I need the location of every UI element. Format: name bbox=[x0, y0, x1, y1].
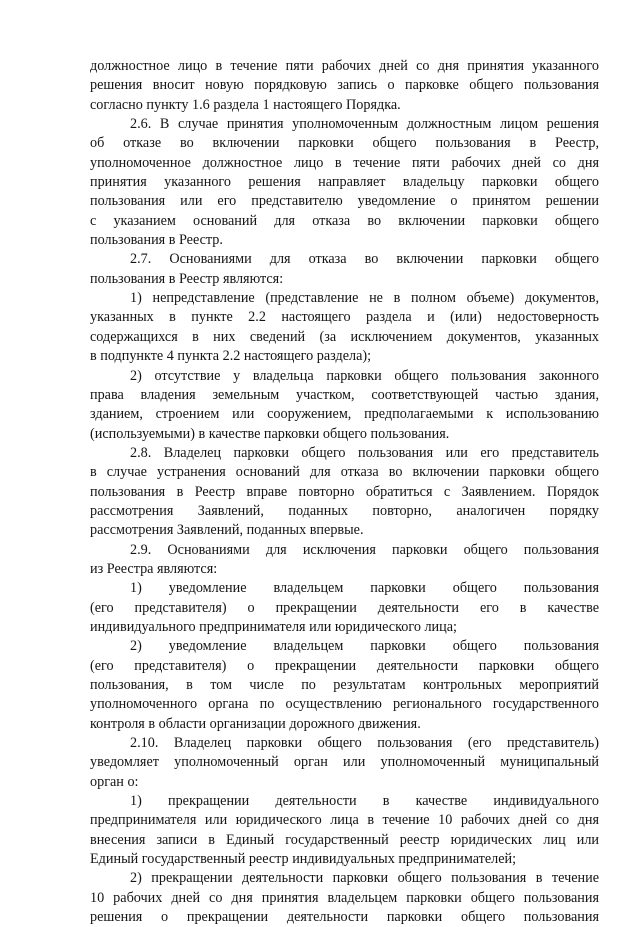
text-line: пользования, в том числе по результатам контрольных мероприятий bbox=[90, 677, 599, 693]
text-line: согласно пункту 1.6 раздела 1 настоящего Порядка. bbox=[90, 96, 401, 113]
text-line: пользования или его представителю уведомление о принятом решении bbox=[90, 193, 599, 210]
text-line: об отказе во включении парковки общего пользования в Реестр, bbox=[90, 135, 599, 152]
text-line: предпринимателя или юридического лица в течение 10 рабочих дней со дня bbox=[90, 812, 599, 829]
text-line: 2) прекращении деятельности парковки общего пользования в течение bbox=[130, 870, 599, 887]
text-line: рассмотрения Заявлений, поданных повторно, аналогичен порядку bbox=[90, 502, 599, 519]
text-line: (используемыми) в качестве парковки общего пользования. bbox=[90, 425, 450, 442]
document-page bbox=[90, 57, 599, 927]
text-line: 2.7. Основаниями для отказа во включении парковки общего bbox=[130, 251, 599, 268]
text-line: орган о: bbox=[90, 773, 139, 790]
text-line: 2) уведомление владельцем парковки общего пользования bbox=[130, 638, 599, 655]
text-line: (его представителя) о прекращении деятельности парковки общего bbox=[90, 657, 599, 674]
text-line: контроля в области организации дорожного движения. bbox=[90, 715, 421, 732]
text-line: 2.10. Владелец парковки общего пользования (его представитель) bbox=[130, 735, 599, 752]
text-line: пользования в Реестр. bbox=[90, 232, 223, 249]
text-line: 1) непредставление (представление не в полном объеме) документов, bbox=[130, 290, 599, 307]
text-line: уведомляет уполномоченный орган или уполномоченный муниципальный bbox=[90, 754, 599, 771]
text-line: из Реестра являются: bbox=[90, 560, 218, 577]
text-line: 1) уведомление владельцем парковки общего пользования bbox=[130, 580, 599, 597]
text-line: принятия указанного решения направляет владельцу парковки общего bbox=[90, 174, 599, 191]
text-line: с указанием оснований для отказа во включении парковки общего bbox=[90, 212, 599, 229]
text-line: пользования в Реестр вправе повторно обратиться с Заявлением. Порядок bbox=[90, 483, 599, 500]
text-line: зданием, строением или сооружением, предполагаемыми к использованию bbox=[90, 406, 599, 423]
text-line: Единый государственный реестр индивидуальных предпринимателей; bbox=[90, 851, 517, 868]
text-line: в подпункте 4 пункта 2.2 настоящего раздела); bbox=[90, 348, 372, 365]
text-line: 2) отсутствие у владельца парковки общего пользования законного bbox=[130, 367, 599, 384]
text-line: (его представителя) о прекращении деятельности его в качестве bbox=[90, 599, 599, 616]
text-line: решения вносит новую порядковую запись о парковке общего пользования bbox=[90, 77, 599, 94]
text-line: в случае устранения оснований для отказа во включении парковки общего bbox=[90, 464, 599, 481]
text-line: 2.8. Владелец парковки общего пользования или его представитель bbox=[130, 444, 599, 461]
text-line: решения о прекращении деятельности парковки общего пользования bbox=[90, 909, 599, 926]
text-line: рассмотрения Заявлений, поданных впервые. bbox=[90, 522, 364, 539]
text-line: содержащихся в них сведений (за исключением документов, указанных bbox=[90, 328, 599, 345]
text-line: 2.6. В случае принятия уполномоченным должностным лицом решения bbox=[130, 116, 599, 133]
text-line: пользования в Реестр являются: bbox=[90, 270, 284, 287]
text-line: уполномоченного органа по осуществлению регионального государственного bbox=[90, 696, 599, 713]
text-line: должностное лицо в течение пяти рабочих дней со дня принятия указанного bbox=[90, 58, 599, 74]
text-line: 10 рабочих дней со дня принятия владельцем парковки общего пользования bbox=[90, 889, 599, 906]
text-line: 2.9. Основаниями для исключения парковки общего пользования bbox=[130, 541, 599, 558]
text-line: уполномоченное должностное лицо в течение пяти рабочих дней со дня bbox=[90, 154, 599, 171]
text-line: 1) прекращении деятельности в качестве индивидуального bbox=[130, 793, 599, 810]
text-line: указанных в пункте 2.2 настоящего раздела и (или) недостоверность bbox=[90, 309, 599, 326]
text-line: внесения записи в Единый государственный реестр юридических лиц или bbox=[90, 831, 599, 848]
text-line: права владения земельным участком, соответствующей частью здания, bbox=[90, 386, 599, 403]
text-line: индивидуального предпринимателя или юридического лица; bbox=[90, 618, 457, 635]
